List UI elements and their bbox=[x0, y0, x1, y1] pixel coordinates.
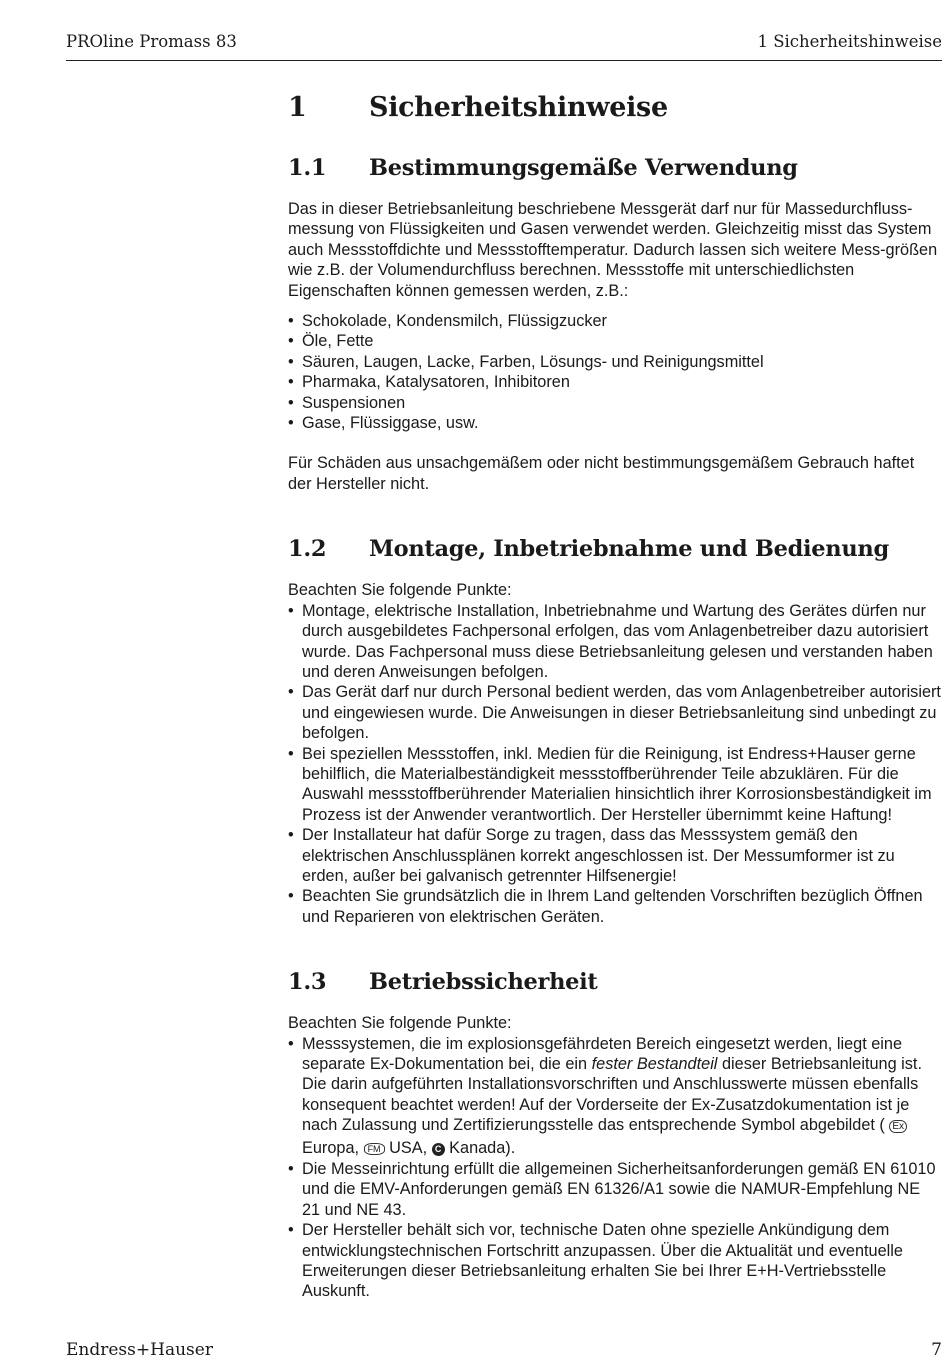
text-span: dieser Betriebsanleitung ist. Die darin aufgeführten Installationsvorschriften und Anschlusswerte müssen ebenfalls konsequent beachtet werden! Auf der Vorderseite der Ex-Zusatzdokumentation ist je nach Zulassung und Zertifizierungsstelle das entsprechende Symbol abgebildet ( bbox=[302, 1055, 922, 1135]
list-item: • Gase, Flüssiggase, usw. bbox=[288, 413, 942, 433]
bullet-list bbox=[288, 1034, 942, 1302]
paragraph: Für Schäden aus unsachgemäßem oder nicht bestimmungsgemäßem Gebrauch haftet der Hersteller nicht. bbox=[288, 454, 915, 493]
fm-symbol-icon: FM bbox=[364, 1143, 385, 1155]
text-span: Messsystemen, die im explosionsgefährdeten Bereich eingesetzt werden, liegt eine separate Ex-Dokumentation bei, die ein bbox=[302, 1034, 903, 1073]
section-title: Bestimmungsgemäße Verwendung bbox=[369, 155, 798, 181]
paragraph: Beachten Sie folgende Punkte: bbox=[288, 581, 512, 600]
chapter-number: 1 bbox=[288, 92, 307, 123]
bullet-list bbox=[288, 601, 942, 928]
section-heading-1-3 bbox=[288, 969, 942, 995]
page-header bbox=[66, 30, 942, 61]
list-item: • Bei speziellen Messstoffen, inkl. Medien für die Reinigung, ist Endress+Hauser gerne behilflich, die Materialbeständigkeit messstoffberührender Teile abzuklären. Für die Auswahl messstoffberührender Materialien hinsichtlich ihrer Korrosionsbeständigkeit im Prozess ist der Anwender verantwortlich. Der Hersteller übernimmt keine Haftung! bbox=[288, 744, 942, 826]
section-heading-1-1 bbox=[288, 155, 942, 181]
chapter-title bbox=[288, 92, 942, 123]
section-number: 1.3 bbox=[288, 969, 327, 996]
header-product: PROline Promass 83 bbox=[66, 32, 237, 51]
list-item: • Montage, elektrische Installation, Inbetriebnahme und Wartung des Gerätes dürfen nur durch ausgebildetes Fachpersonal erfolgen, das vom Anlagenbetreiber dazu autorisiert wurde. Das Fachpersonal muss diese Betriebsanleitung gelesen und verstanden haben und deren Anweisungen befolgen. bbox=[288, 601, 942, 683]
list-item: • Die Messeinrichtung erfüllt die allgemeinen Sicherheitsanforderungen gemäß EN 61010 und die EMV-Anforderungen gemäß EN 61326/A1 sowie die NAMUR-Empfehlung NE 21 und NE 43. bbox=[288, 1159, 942, 1220]
section-heading-1-2 bbox=[288, 536, 942, 562]
text-span: Europa, bbox=[302, 1138, 364, 1157]
paragraph: Das in dieser Betriebsanleitung beschriebene Messgerät darf nur für Massedurchfluss-messung von Flüssigkeiten und Gasen verwendet werden. Gleichzeitig misst das System auch Messstoffdichte und Messstofftemperatur. Dadurch lassen sich weitere Mess-größen wie z.B. der Volumendurchfluss berechnen. Messstoffe mit unterschiedlichsten Eigenschaften können gemessen werden, z.B.: bbox=[288, 200, 938, 300]
section-number: 1.1 bbox=[288, 155, 327, 181]
bullet-list bbox=[288, 311, 942, 433]
text-span: USA, bbox=[384, 1138, 432, 1157]
list-item: • Öle, Fette bbox=[288, 331, 942, 351]
paragraph: Beachten Sie folgende Punkte: bbox=[288, 1014, 512, 1033]
section-number: 1.2 bbox=[288, 536, 327, 563]
list-item: • Beachten Sie grundsätzlich die in Ihrem Land geltenden Vorschriften bezüglich Öffnen und Reparieren von elektrischen Geräten. bbox=[288, 886, 942, 927]
list-item: • Suspensionen bbox=[288, 393, 942, 413]
list-item: • Pharmaka, Katalysatoren, Inhibitoren bbox=[288, 372, 942, 392]
emphasis-text: fester Bestandteil bbox=[591, 1055, 718, 1073]
chapter-title-text: Sicherheitshinweise bbox=[369, 92, 668, 123]
ex-symbol-icon: Ex bbox=[889, 1120, 907, 1133]
header-chapter: 1 Sicherheitshinweise bbox=[757, 32, 942, 51]
page-number: 7 bbox=[931, 1340, 942, 1360]
section-title: Montage, Inbetriebnahme und Bedienung bbox=[369, 536, 889, 563]
text-span: Kanada). bbox=[444, 1138, 516, 1157]
list-item: • Der Hersteller behält sich vor, technische Daten ohne spezielle Ankündigung dem entwicklungstechnischen Fortschritt anzupassen. Über die Aktualität und eventuelle Erweiterungen dieser Betriebsanleitung erhalten Sie bei Ihrer E+H-Vertriebsstelle Auskunft. bbox=[288, 1220, 942, 1302]
list-item bbox=[288, 1034, 942, 1159]
footer-brand: Endress+Hauser bbox=[66, 1340, 213, 1360]
list-item: • Schokolade, Kondensmilch, Flüssigzucker bbox=[288, 311, 942, 331]
main-content bbox=[288, 92, 942, 1302]
csa-symbol-icon: C bbox=[432, 1143, 445, 1156]
list-item: • Säuren, Laugen, Lacke, Farben, Lösungs- und Reinigungsmittel bbox=[288, 352, 942, 372]
section-title: Betriebssicherheit bbox=[369, 969, 598, 996]
list-item: • Das Gerät darf nur durch Personal bedient werden, das vom Anlagenbetreiber autorisiert und eingewiesen wurde. Die Anweisungen in dieser Betriebsanleitung sind unbedingt zu befolgen. bbox=[288, 682, 942, 743]
list-item: • Der Installateur hat dafür Sorge zu tragen, dass das Messsystem gemäß den elektrischen Anschlussplänen korrekt angeschlossen ist. Der Messumformer ist zu erden, außer bei galvanisch getrennter Hilfsenergie! bbox=[288, 825, 942, 886]
